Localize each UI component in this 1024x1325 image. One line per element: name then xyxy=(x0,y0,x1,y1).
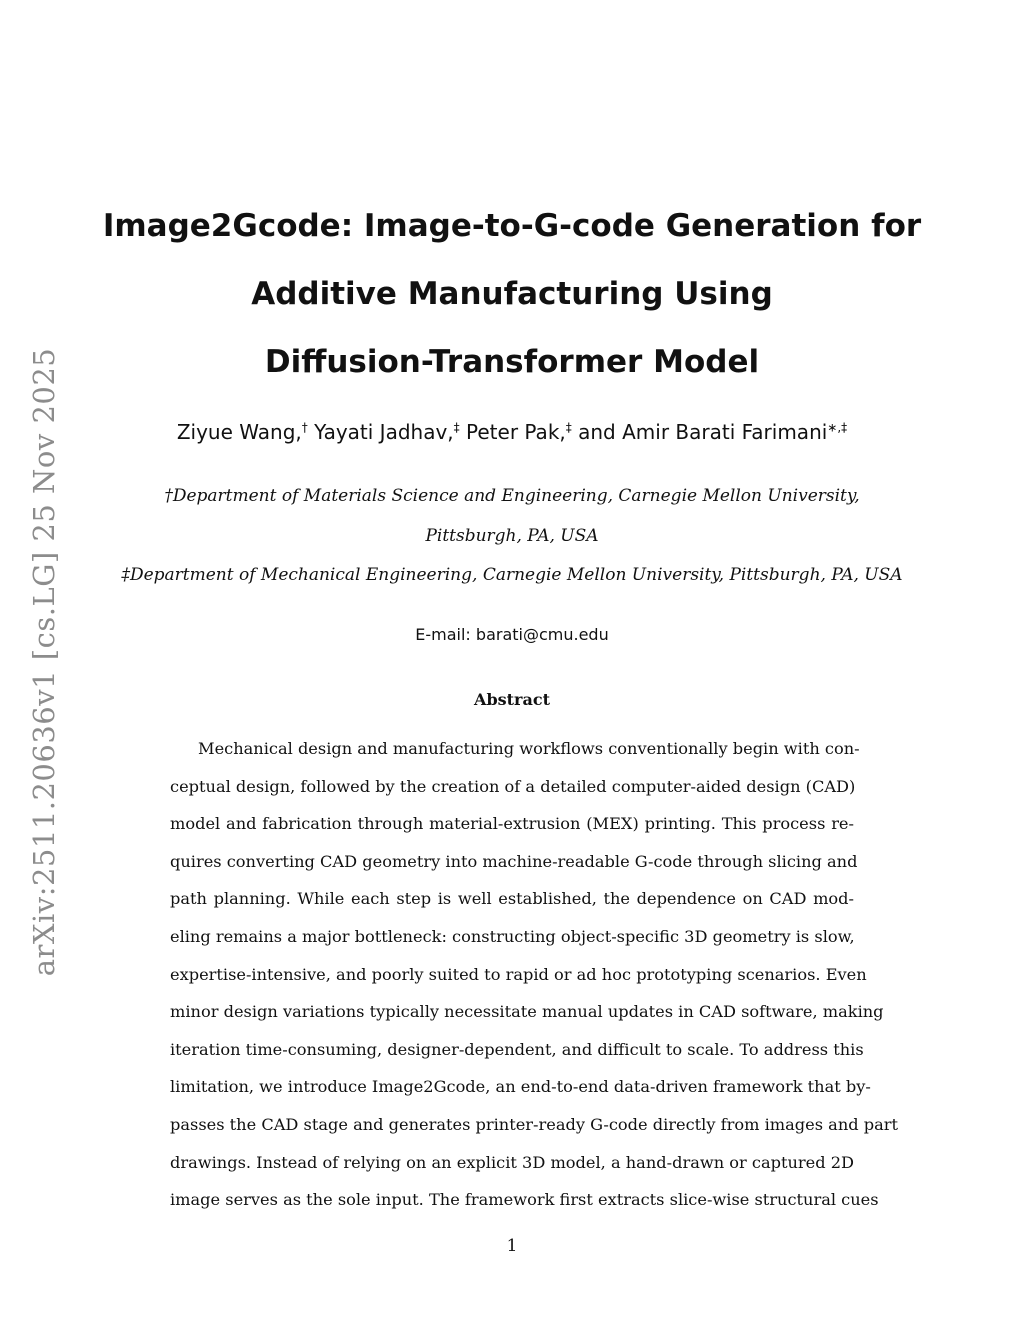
paper-title xyxy=(100,192,924,396)
author-name: Yayati Jadhav, xyxy=(314,420,454,444)
title-line: Diffusion-Transformer Model xyxy=(264,344,760,380)
abstract-line: Mechanical design and manufacturing workflows conventionally begin with con- xyxy=(198,739,860,758)
contact-email: E-mail: barati@cmu.edu xyxy=(415,625,609,644)
author-affiliation-mark: † xyxy=(301,420,308,435)
title-line: Image2Gcode: Image-to-G-code Generation for xyxy=(102,208,922,244)
abstract-line: limitation, we introduce Image2Gcode, an end-to-end data-driven framework that by- xyxy=(170,1077,871,1097)
title-line: Additive Manufacturing Using xyxy=(251,276,773,312)
abstract-line: ceptual design, followed by the creation of a detailed computer-aided design (CAD) xyxy=(170,776,856,796)
author-affiliation-mark: ‡ xyxy=(453,420,460,435)
affiliation-line: ‡Department of Mechanical Engineering, Carnegie Mellon University, Pittsburgh, PA, USA xyxy=(121,565,903,585)
author-name: Peter Pak, xyxy=(466,420,566,444)
affiliation-line: †Department of Materials Science and Engineering, Carnegie Mellon University, xyxy=(164,486,860,506)
abstract-line: drawings. Instead of relying on an explicit 3D model, a hand-drawn or captured 2D xyxy=(170,1152,855,1172)
abstract-line: expertise-intensive, and poorly suited to rapid or ad hoc prototyping scenarios. Even xyxy=(170,964,867,984)
abstract-line: eling remains a major bottleneck: constructing object-specific 3D geometry is slow, xyxy=(170,926,855,946)
author-name: Ziyue Wang, xyxy=(176,420,302,444)
abstract-heading: Abstract xyxy=(474,690,550,709)
abstract-line: quires converting CAD geometry into machine-readable G-code through slicing and xyxy=(170,851,858,871)
abstract-line: iteration time-consuming, designer-dependent, and difficult to scale. To address this xyxy=(170,1039,864,1059)
abstract-line: image serves as the sole input. The framework first extracts slice-wise structural cues xyxy=(170,1190,879,1210)
affiliation-line: Pittsburgh, PA, USA xyxy=(425,526,599,546)
page-number: 1 xyxy=(506,1236,518,1256)
abstract-line: path planning. While each step is well established, the dependence on CAD mod- xyxy=(170,889,854,909)
abstract-line: minor design variations typically necessitate manual updates in CAD software, making xyxy=(170,1002,884,1022)
abstract-line: model and fabrication through material-extrusion (MEX) printing. This process re- xyxy=(170,814,854,834)
arxiv-identifier-stamp: arXiv:2511.20636v1 [cs.LG] 25 Nov 2025 xyxy=(27,347,61,977)
author-affiliation-mark: ∗,‡ xyxy=(827,420,848,435)
abstract-line: passes the CAD stage and generates printer-ready G-code directly from images and part xyxy=(170,1114,899,1134)
author-list xyxy=(100,420,924,444)
author-name: and Amir Barati Farimani xyxy=(578,420,828,444)
abstract-body xyxy=(170,735,899,1224)
author-affiliation-mark: ‡ xyxy=(565,420,572,435)
